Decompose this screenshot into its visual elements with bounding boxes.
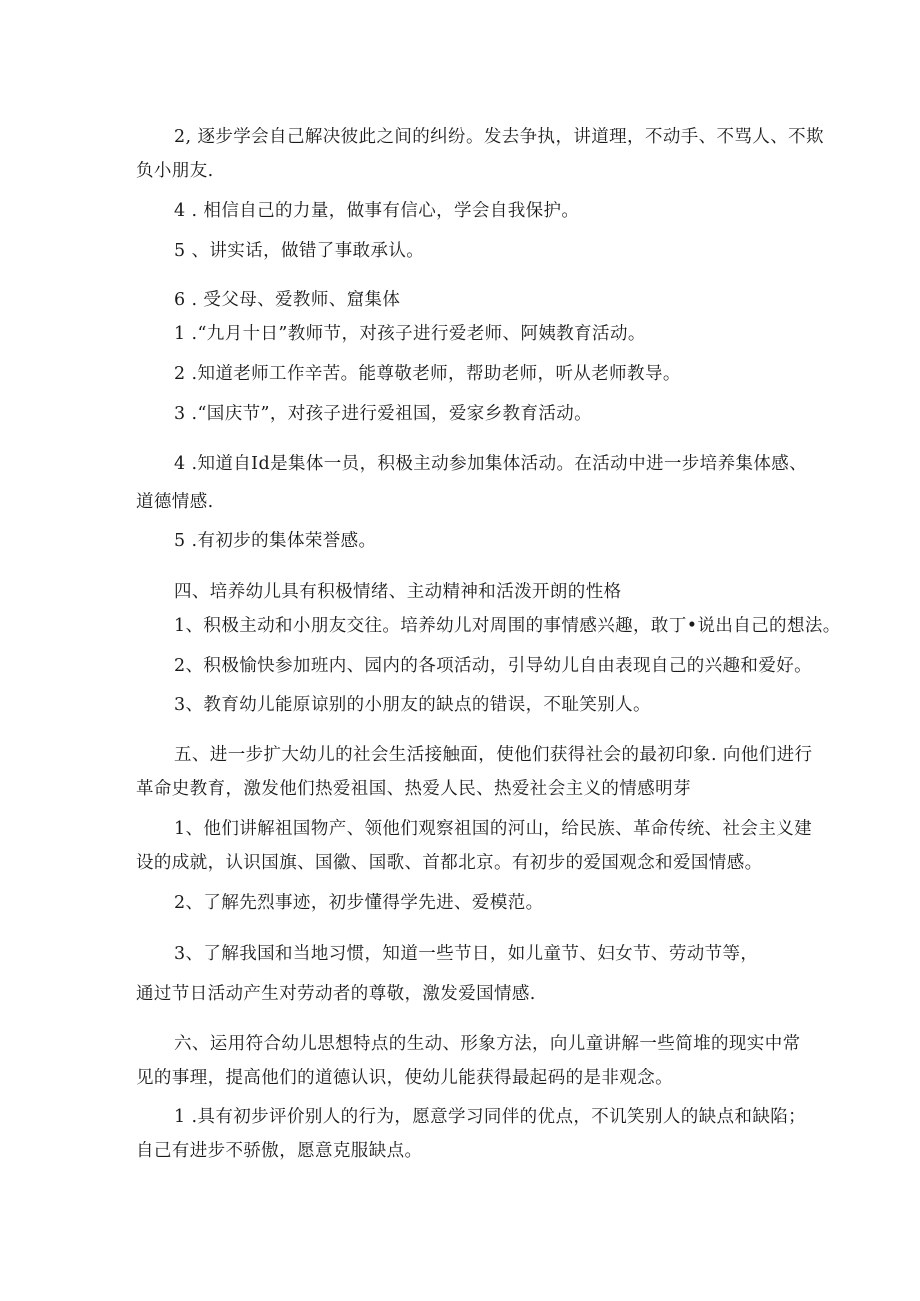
text-line: 2、了解先烈事迹，初步懂得学先进、爱模范。 <box>174 893 544 913</box>
text-line: 6 . 受父母、爱教师、窟集体 <box>174 290 401 310</box>
text-line: 3 .“国庆节”，对孩子进行爱祖国，爱家乡教育活动。 <box>174 404 593 424</box>
text-line: 2, 逐步学会自己解决彼此之间的纠纷。发去争执，讲道理，不动手、不骂人、不欺 <box>174 127 824 147</box>
text-line: 3、教育幼儿能原谅别的小朋友的缺点的错误，不耻笑别人。 <box>174 695 651 715</box>
text-line: 4 . 相信自己的力量，做事有信心，学会自我保护。 <box>174 201 580 221</box>
text-line: 道德情感. <box>136 492 214 512</box>
text-line: 5 .有初步的集体荣誉感。 <box>174 531 377 551</box>
text-line: 1、他们讲解祖国物产、领他们观察祖国的河山，给民族、革命传统、社会主义建 <box>174 819 813 839</box>
text-line: 自己有进步不骄傲，愿意克服缺点。 <box>136 1141 423 1161</box>
text-line: 四、培养幼儿具有积极情绪、主动精神和活泼开朗的性格 <box>174 582 622 602</box>
text-line: 5 、讲实话，做错了事敢承认。 <box>174 241 425 261</box>
text-line: 五、进一步扩大幼儿的社会生活接触面，使他们获得社会的最初印象. 向他们进行 <box>174 745 813 765</box>
text-line: 1 .具有初步评价别人的行为，愿意学习同伴的优点，不讥笑别人的缺点和缺陷； <box>174 1107 807 1127</box>
text-line: 通过节日活动产生对劳动者的尊敬，激发爱国情感. <box>136 984 536 1004</box>
text-line: 2 .知道老师工作辛苦。能尊敬老师，帮助老师，听从老师教导。 <box>174 364 681 384</box>
text-line: 六、运用符合幼儿思想特点的生动、形象方法，向儿童讲解一些简堆的现实中常 <box>174 1034 801 1054</box>
text-line: 革命史教育，激发他们热爱祖国、热爱人民、热爱社会主义的情感明芽 <box>136 779 691 799</box>
text-line: 见的事理，提高他们的道德认识，使幼儿能获得最起码的是非观念。 <box>136 1068 673 1088</box>
text-line: 负小朋友. <box>136 161 214 181</box>
text-line: 设的成就，认识国旗、国徽、国歌、首都北京。有初步的爱国观念和爱国情感。 <box>136 853 763 873</box>
text-line: 3、了解我国和当地习惯，知道一些节日，如儿童节、妇女节、劳动节等， <box>174 944 759 964</box>
text-line: 1 .“九月十日”教师节，对孩子进行爱老师、阿姨教育活动。 <box>174 324 646 344</box>
text-line: 1、积极主动和小朋友交往。培养幼儿对周围的事情感兴趣，敢丁•说出自己的想法。 <box>174 616 841 636</box>
text-line: 4 .知道自Id是集体一员，积极主动参加集体活动。在活动中进一步培养集体感、 <box>174 454 808 474</box>
text-line: 2、积极愉快参加班内、园内的各项活动，引导幼儿自由表现自己的兴趣和爱好。 <box>174 656 813 676</box>
